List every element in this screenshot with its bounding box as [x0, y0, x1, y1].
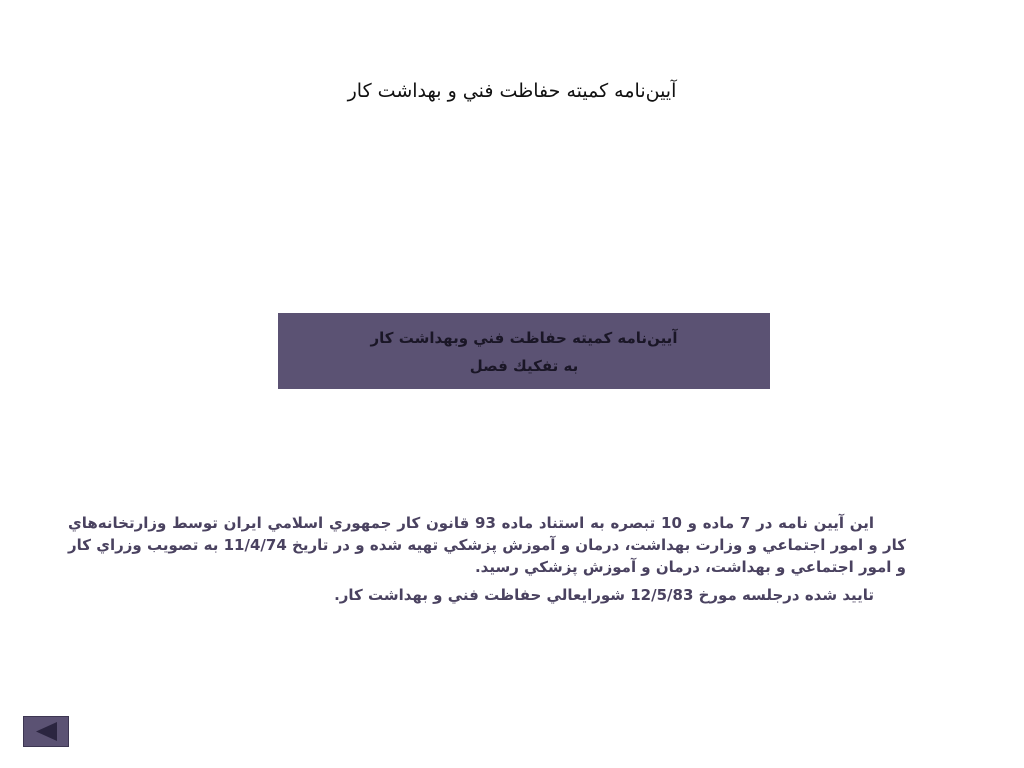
triangle-left-icon — [24, 717, 68, 746]
page-title: آیین‌نامه کمیته حفاظت فني و بهداشت کار — [347, 80, 677, 102]
body-paragraph-2: تاييد شده درجلسه مورخ 12/5/83 شورايعالي حفاظت فني و بهداشت كار. — [334, 586, 874, 604]
body-paragraph-1: اين آيين نامه در 7 ماده و 10 تبصره به استناد ماده 93 قانون كار جمهوري اسلامي ايران توسط وزارتخانه‌هاي كار و امور اجتماعي و وزارت بهداشت، درمان و آموزش پزشكي تهيه شده و در تاريخ 11/4/74 به تصويب وزراي كار و امور اجتماعي و بهداشت، درمان و آموزش پزشكي رسيد. — [68, 514, 906, 576]
title-box-line-2: به تفكيك فصل — [469, 357, 579, 375]
title-box-line-1: آیین‌نامه كميته حفاظت فني وبهداشت كار — [370, 329, 678, 347]
title-box — [278, 313, 770, 389]
body-text — [68, 512, 906, 606]
back-button[interactable] — [23, 716, 69, 747]
